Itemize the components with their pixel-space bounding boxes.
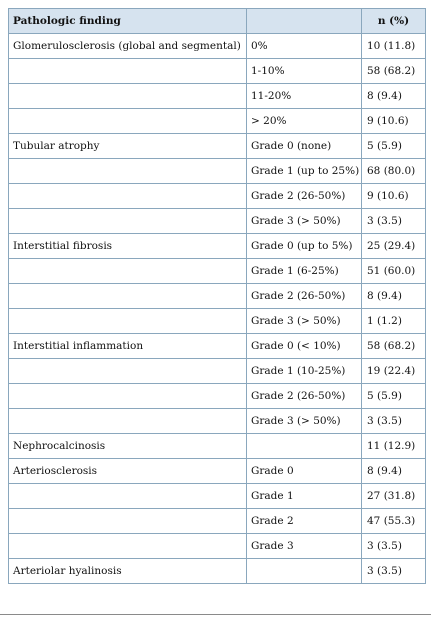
finding-cell — [9, 359, 247, 384]
finding-cell: Glomerulosclerosis (global and segmental) — [9, 34, 247, 59]
bottom-divider — [0, 614, 431, 615]
n-percent-cell: 25 (29.4) — [362, 234, 426, 259]
category-cell: Grade 1 — [247, 484, 362, 509]
category-cell — [247, 434, 362, 459]
n-percent-cell: 9 (10.6) — [362, 109, 426, 134]
finding-cell — [9, 509, 247, 534]
n-percent-cell: 51 (60.0) — [362, 259, 426, 284]
n-percent-cell: 27 (31.8) — [362, 484, 426, 509]
finding-cell — [9, 59, 247, 84]
finding-cell: Interstitial fibrosis — [9, 234, 247, 259]
finding-cell — [9, 309, 247, 334]
category-cell: Grade 1 (10-25%) — [247, 359, 362, 384]
finding-cell — [9, 384, 247, 409]
table-row — [9, 209, 426, 234]
table-row — [9, 309, 426, 334]
finding-cell — [9, 109, 247, 134]
n-percent-cell: 3 (3.5) — [362, 559, 426, 584]
n-percent-cell: 5 (5.9) — [362, 134, 426, 159]
n-percent-cell: 3 (3.5) — [362, 209, 426, 234]
category-cell — [247, 559, 362, 584]
finding-cell: Interstitial inflammation — [9, 334, 247, 359]
header-n-percent: n (%) — [362, 9, 426, 34]
finding-cell: Arteriolar hyalinosis — [9, 559, 247, 584]
finding-cell — [9, 84, 247, 109]
finding-cell — [9, 284, 247, 309]
category-cell: Grade 2 (26-50%) — [247, 384, 362, 409]
table-row — [9, 534, 426, 559]
category-cell: Grade 2 (26-50%) — [247, 284, 362, 309]
finding-cell — [9, 159, 247, 184]
n-percent-cell: 8 (9.4) — [362, 84, 426, 109]
table-row — [9, 109, 426, 134]
n-percent-cell: 19 (22.4) — [362, 359, 426, 384]
category-cell: Grade 0 — [247, 459, 362, 484]
table-row — [9, 184, 426, 209]
n-percent-cell: 68 (80.0) — [362, 159, 426, 184]
category-cell: Grade 3 (> 50%) — [247, 309, 362, 334]
header-pathologic-finding: Pathologic finding — [9, 9, 247, 34]
table-row — [9, 284, 426, 309]
table-body — [9, 34, 426, 584]
finding-cell — [9, 184, 247, 209]
table-row — [9, 34, 426, 59]
n-percent-cell: 11 (12.9) — [362, 434, 426, 459]
table-row — [9, 134, 426, 159]
category-cell: Grade 0 (up to 5%) — [247, 234, 362, 259]
category-cell: Grade 2 — [247, 509, 362, 534]
category-cell: Grade 0 (< 10%) — [247, 334, 362, 359]
table-row — [9, 384, 426, 409]
category-cell: Grade 2 (26-50%) — [247, 184, 362, 209]
n-percent-cell: 58 (68.2) — [362, 334, 426, 359]
table-row — [9, 159, 426, 184]
table-row — [9, 459, 426, 484]
finding-cell — [9, 209, 247, 234]
table-row — [9, 84, 426, 109]
table-row — [9, 234, 426, 259]
pathologic-findings-table — [8, 8, 426, 584]
n-percent-cell: 3 (3.5) — [362, 534, 426, 559]
n-percent-cell: 8 (9.4) — [362, 284, 426, 309]
n-percent-cell: 47 (55.3) — [362, 509, 426, 534]
category-cell: Grade 3 (> 50%) — [247, 409, 362, 434]
n-percent-cell: 9 (10.6) — [362, 184, 426, 209]
header-category — [247, 9, 362, 34]
table-row — [9, 259, 426, 284]
table-row — [9, 359, 426, 384]
table-row — [9, 509, 426, 534]
finding-cell — [9, 259, 247, 284]
category-cell: 11-20% — [247, 84, 362, 109]
category-cell: 0% — [247, 34, 362, 59]
finding-cell: Arteriosclerosis — [9, 459, 247, 484]
n-percent-cell: 1 (1.2) — [362, 309, 426, 334]
table-row — [9, 434, 426, 459]
finding-cell — [9, 534, 247, 559]
header-row — [9, 9, 426, 34]
category-cell: Grade 1 (up to 25%) — [247, 159, 362, 184]
finding-cell — [9, 484, 247, 509]
category-cell: Grade 3 (> 50%) — [247, 209, 362, 234]
n-percent-cell: 58 (68.2) — [362, 59, 426, 84]
finding-cell: Nephrocalcinosis — [9, 434, 247, 459]
finding-cell: Tubular atrophy — [9, 134, 247, 159]
table-row — [9, 484, 426, 509]
table-header — [9, 9, 426, 34]
category-cell: 1-10% — [247, 59, 362, 84]
category-cell: Grade 1 (6-25%) — [247, 259, 362, 284]
category-cell: Grade 3 — [247, 534, 362, 559]
table-row — [9, 559, 426, 584]
table-row — [9, 334, 426, 359]
n-percent-cell: 10 (11.8) — [362, 34, 426, 59]
category-cell: Grade 0 (none) — [247, 134, 362, 159]
finding-cell — [9, 409, 247, 434]
n-percent-cell: 5 (5.9) — [362, 384, 426, 409]
n-percent-cell: 3 (3.5) — [362, 409, 426, 434]
table-row — [9, 59, 426, 84]
table-row — [9, 409, 426, 434]
n-percent-cell: 8 (9.4) — [362, 459, 426, 484]
category-cell: > 20% — [247, 109, 362, 134]
